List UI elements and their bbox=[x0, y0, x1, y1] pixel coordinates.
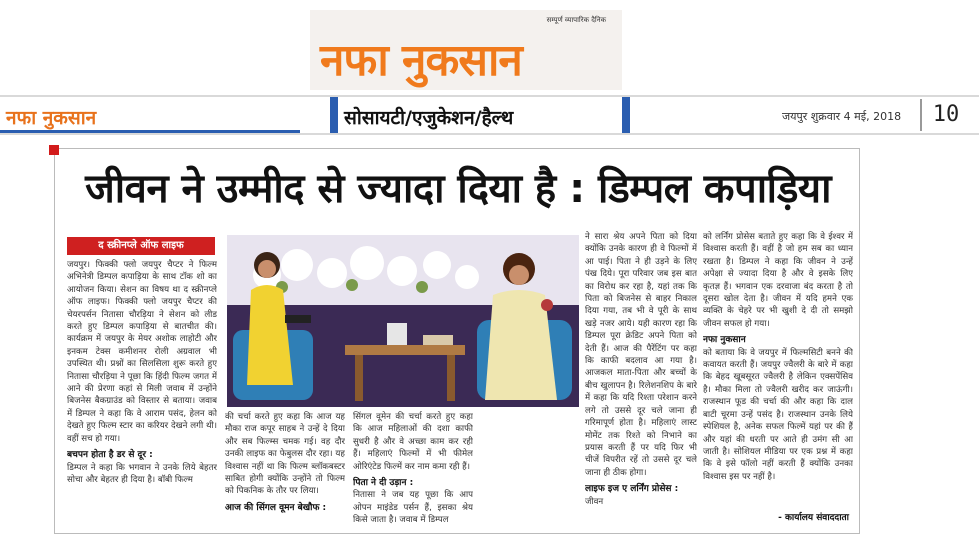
subhead-nafa-nuksan: नफा नुकसान bbox=[703, 335, 746, 346]
article-headline: जीवन ने उम्मीद से ज्यादा दिया है : डिम्पल कपाड़िया bbox=[85, 166, 831, 212]
brand-name: नफा नुकसान bbox=[6, 107, 97, 129]
subhead-childhood: बचपन होता है डर से दूर : bbox=[67, 450, 153, 461]
article-clipping bbox=[54, 148, 860, 534]
red-marker bbox=[49, 145, 59, 155]
text-column-1 bbox=[67, 259, 217, 529]
section-title: सोसायटी/एजुकेशन/हैल्थ bbox=[344, 107, 514, 129]
brand-underline bbox=[0, 130, 300, 133]
reporter-credit: - कार्यालय संवाददाता bbox=[778, 513, 849, 523]
section-bar bbox=[0, 95, 979, 135]
text-column-4 bbox=[585, 231, 697, 531]
column-1-continuation: डिम्पल ने कहा कि भगवान ने उनके लिये बेहतर सोचा और बेहतर ही दिया है। बॉबी फिल्म bbox=[67, 462, 217, 485]
column-4-continuation: जीवन bbox=[585, 496, 604, 507]
column-1-body: जयपुर। फिक्की फ्लो जयपुर चैप्टर ने फिल्म अभिनेत्री डिम्पल कपाड़िया के साथ टॉक शो का आयोजन किया। सेशन का विषय था द स्क्रीनप्ले ऑफ लाइफ। फिक्की फ्लो जयपुर चैप्टर की चेयरपर्सन नितासा चौरड़िया ने सेशन को लीड करते हुए डिम्पल कपाड़िया से बातचीत की। कार्यक्रम में जयपुर के मेयर अशोक लाहोटी और इनकम टेक्स कमीशनर रोली अग्रवाल भी उपस्थित थी। प्रश्नों का सिलसिला शुरू करते हुए नितासा चौरड़िया ने पूछा कि हिंदी फिल्म जगत में आने की प्रेरणा कहां से मिली जवाब में उन्होंने बिजनेस बैकग्राउंड को विस्तार से बताया। जवाब में डिम्पल ने कहा कि वे आराम पसंद, हेलन को देखते हुए फिल्म स्टार का करियर देखने लगी थी। वहीं सच हो गया। bbox=[67, 260, 217, 444]
column-4-body: ने सारा श्रेय अपने पिता को दिया क्योंकि उनके कारण ही वे फिल्मों में आ पाई। पिता ने ही उड़ने के लिए पंख दिये। पूरा परिवार जब इस बात का विरोध कर रहा है, यहां तक कि पिता को बिजनेस से बाहर निकाल दिया गया, तब भी वे पूरी के साथ खड़े नजर आये। यही कारण रहा कि डिम्पल पूरा क्रेडिट अपने पिता को देती हैं। आज की पैरेंटिंग पर कहा कि काफी बदलाव आ गया है। आजकल माता-पिता और बच्चों के बीच खुलापन है। रिलेशनशिप के बारे में कहा कि यदि रिश्ता परेशान करने लगे तो उससे दूर चले जाना ही गरिमापूर्ण होता है। महिलाएं लास्ट मोमेंट तक रिश्ते को निभाने का प्रयास करती हैं पर यदि फिर भी चीजें विपरीत रहें तो उससे दूर चले जाना ही ठीक होगा। bbox=[585, 232, 697, 478]
photo-illustration bbox=[227, 235, 579, 407]
edition-date: जयपुर शुक्रवार 4 मई, 2018 bbox=[782, 110, 902, 123]
column-3-continuation: नितासा ने जब यह पूछा कि आप ओपन माइंडेड पर्सन हैं, इसका श्रेय किसे जाता है। जवाब में डिम्पल bbox=[353, 490, 473, 526]
subhead-single-woman: आज की सिंगल वूमन बेखौफ : bbox=[225, 502, 327, 513]
newspaper-logo: नफा नुकसान bbox=[320, 35, 522, 86]
page-number: 10 bbox=[920, 99, 970, 131]
column-5-continuation: को बताया कि वे जयपुर में फिल्मसिटी बनने की कवायत करती हैं। जयपुर ज्वैलरी के बारे में कहा कि बेहद खूबसूरत ज्वैलरी है लेकिन एक्सपेंसिव है। मौका मिला तो ज्वैलरी खरीद कर जाऊंगी। राजस्थान फूड की चर्चा की और कहा कि दाल बाटी चूरमा उन्हें पसंद है। राजस्थान उनके लिये स्पेशियल है, अनेक सफल फिल्में यहां पर की हैं और यहां की धरती पर आते ही उमंग सी आ जाती है। सोशियल मीडिया पर एक प्रश्न में कहा कि वे इसे फॉलो नहीं करती हैं क्योंकि उनका विश्वास इस पर नहीं है। bbox=[703, 347, 853, 482]
column-5-body: को लर्निंग प्रोसेस बताते हुए कहा कि वे ईश्वर में विश्वास करती हैं। वहीं है जो हम सब का ध्यान रखता है। डिम्पल ने कहा कि जीवन ने उन्हें अपेक्षा से ज्यादा दिया है और वे इसके लिए कृतज्ञ हैं। भगवान एक दरवाजा बंद करता है तो दूसरा खोल देता है। जीवन में यदि हमने एक व्यक्ति के चेहरे पर भी खुशी दे दी तो समझो जीवन सफल हो गया। bbox=[703, 232, 853, 329]
source-badge: द स्क्रीनप्ले ऑफ लाइफ bbox=[67, 237, 215, 255]
subhead-father: पिता ने दी उड़ान : bbox=[353, 478, 414, 489]
event-photo bbox=[227, 235, 579, 407]
text-column-2 bbox=[225, 411, 345, 531]
masthead bbox=[310, 10, 622, 90]
column-3-body: सिंगल वूमेन की चर्चा करते हुए कहा कि आज महिलाओं की दशा काफी सुधरी है और वे अच्छा काम कर रही हैं। महिलाएं फिल्मों में भी फीमेल ओरिएंटेड फिल्में कर नाम कमा रही हैं। bbox=[353, 412, 473, 472]
column-2-body: की चर्चा करते हुए कहा कि आज यह मौका राज कपूर साहब ने उन्हें दे दिया और सब फिल्म्स चमक गई। वह दौर उनकी लाइफ का फेबुलस दौर रहा। यह विश्वास नहीं था कि फिल्म ब्लॉकबस्टर साबित होगी क्योंकि उन्होंने तो फिल्म को पिकनिक के तौर पर लिया। bbox=[225, 412, 345, 497]
text-column-3 bbox=[353, 411, 473, 531]
subhead-learning: लाइफ इज ए लर्निंग प्रोसेस : bbox=[585, 484, 679, 495]
masthead-tagline: सम्पूर्ण व्यापारिक दैनिक bbox=[546, 16, 606, 24]
text-column-5 bbox=[703, 231, 853, 531]
